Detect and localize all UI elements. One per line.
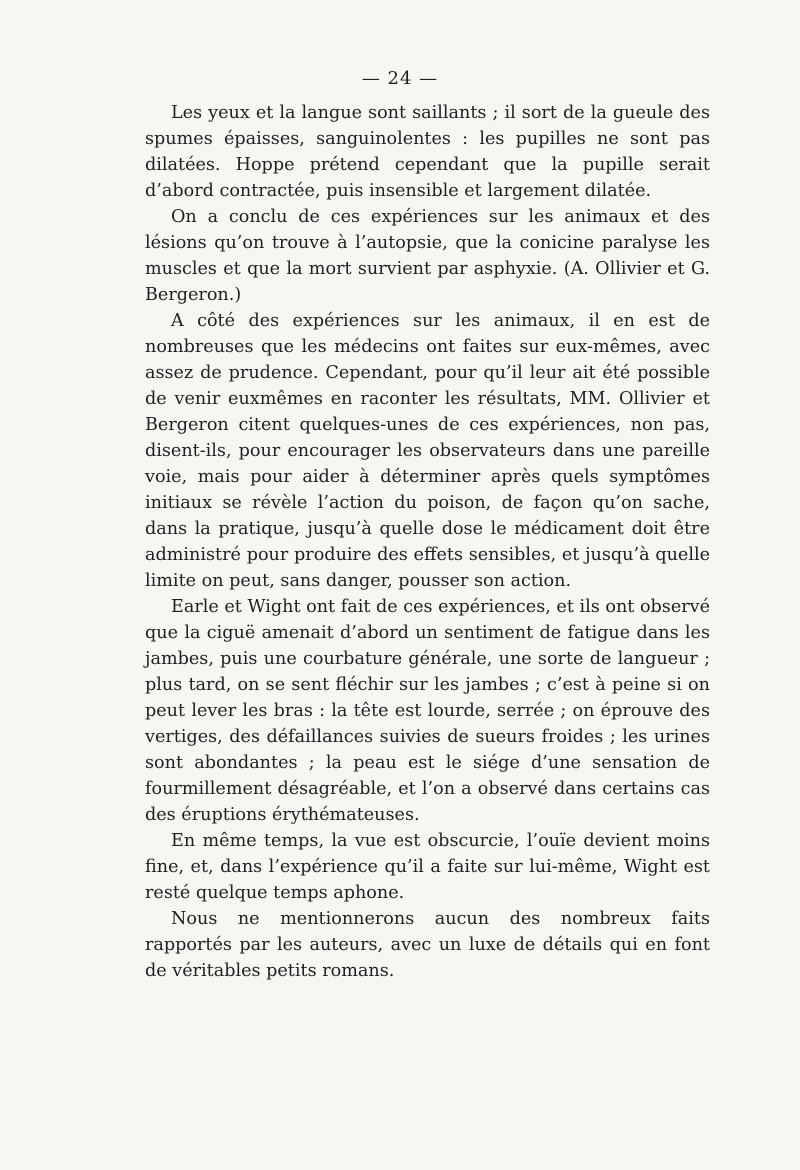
body-text xyxy=(145,100,710,984)
page-number: — 24 — xyxy=(361,68,439,89)
paragraph-3: A côté des expériences sur les animaux, il en est de nombreuses que les médecins ont faites sur eux-mêmes, avec assez de prudence. Cependant, pour qu’il leur ait été possible de venir euxmêmes en raconter les résultats, MM. Ollivier et Bergeron citent quelques-unes de ces expériences, non pas, disent-ils, pour encourager les observateurs dans une pareille voie, mais pour aider à déterminer après quels symptômes initiaux se révèle l’action du poison, de façon qu’on sache, dans la pratique, jusqu’à quelle dose le médicament doit être administré pour produire des effets sensibles, et jusqu’à quelle limite on peut, sans danger, pousser son action. xyxy=(145,311,710,591)
paragraph-5: En même temps, la vue est obscurcie, l’ouïe devient moins fine, et, dans l’expérience qu’il a faite sur lui-même, Wight est resté quelque temps aphone. xyxy=(145,831,710,903)
paragraph-6: Nous ne mentionnerons aucun des nombreux faits rapportés par les auteurs, avec un luxe de détails qui en font de véritables petits romans. xyxy=(145,909,710,981)
paragraph-2: On a conclu de ces expériences sur les animaux et des lésions qu’on trouve à l’autopsie, que la conicine paralyse les muscles et que la mort survient par asphyxie. (A. Ollivier et G. Bergeron.) xyxy=(145,207,710,305)
paragraph-1: Les yeux et la langue sont saillants ; il sort de la gueule des spumes épaisses, sanguinolentes : les pupilles ne sont pas dilatées. Hoppe prétend cependant que la pupille serait d’abord contractée, puis insensible et largement dilatée. xyxy=(145,103,710,201)
paragraph-4: Earle et Wight ont fait de ces expériences, et ils ont observé que la ciguë amenait d’abord un sentiment de fatigue dans les jambes, puis une courbature générale, une sorte de langueur ; plus tard, on se sent fléchir sur les jambes ; c’est à peine si on peut lever les bras : la tête est lourde, serrée ; on éprouve des vertiges, des défaillances suivies de sueurs froides ; les urines sont abondantes ; la peau est le siége d’une sensation de fourmillement désagréable, et l’on a observé dans certains cas des éruptions érythémateuses. xyxy=(145,597,710,825)
